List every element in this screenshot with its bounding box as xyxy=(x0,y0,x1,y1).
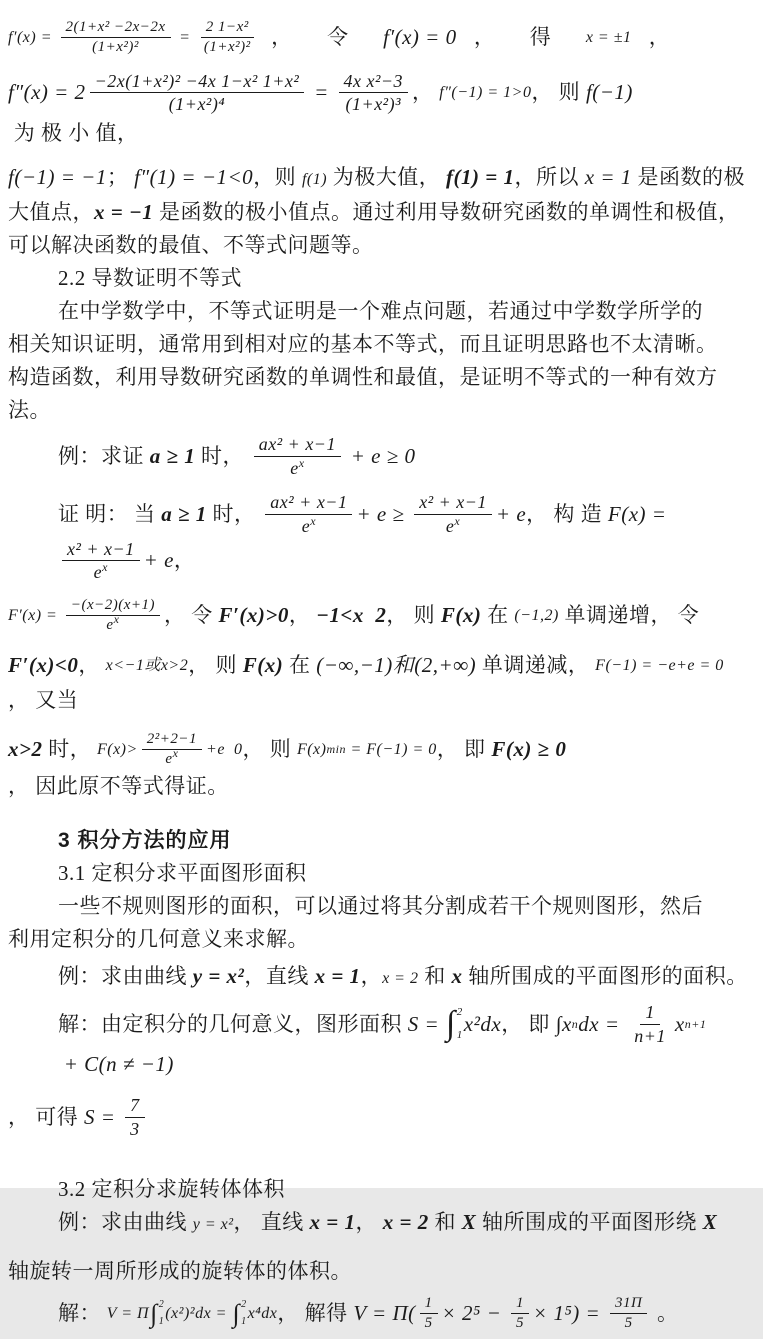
text-run: 是函数的极小值点。通过利用导数研究函数的单调性和极值， xyxy=(153,199,740,224)
formula-area-result xyxy=(8,1088,753,1146)
text-run: ， 即 xyxy=(436,736,492,761)
math-run: + C(n ≠ −1) xyxy=(58,1052,174,1077)
math-run: x = 1 xyxy=(314,964,361,988)
integral-limits xyxy=(159,1300,165,1327)
heading-3-2 xyxy=(8,1173,753,1206)
math-run: (1+x²)² xyxy=(203,39,251,56)
math-run: e xyxy=(445,515,455,536)
math-run: 5 xyxy=(624,1315,633,1331)
text-run: 时， xyxy=(206,501,262,526)
integral-glyph: ∫ xyxy=(445,1005,456,1043)
numerator xyxy=(201,19,254,38)
math-run: = xyxy=(174,29,195,47)
math-run: x xyxy=(674,1011,685,1036)
denominator xyxy=(341,93,406,115)
math-run: 7 xyxy=(130,1095,140,1116)
math-run: f″(1) = −1<0 xyxy=(134,164,254,189)
math-run: S = xyxy=(407,1011,445,1036)
math-run: x = 1 xyxy=(309,1209,356,1234)
text-run: ， xyxy=(412,80,440,105)
formula-volume-solution xyxy=(8,1288,753,1339)
math-run: (−1,2) xyxy=(514,607,559,625)
math-run: × 1⁵) = xyxy=(533,1301,606,1325)
denominator xyxy=(160,745,183,768)
text-volume-example-2 xyxy=(8,1255,753,1288)
text-run: 时， xyxy=(195,443,250,468)
numerator xyxy=(90,71,305,94)
math-run: x⁴dx xyxy=(247,1305,278,1322)
denominator xyxy=(629,1025,671,1047)
integral-limits xyxy=(241,1300,247,1327)
text-run: 为 极 小 值， xyxy=(8,120,139,145)
fraction xyxy=(62,539,140,583)
text-run: ， 得 xyxy=(456,25,586,50)
text-run: ， 因此原不等式得证。 xyxy=(8,774,229,798)
numerator xyxy=(62,539,140,562)
math-run: + e ≥ 0 xyxy=(344,443,416,468)
superscript: x xyxy=(298,455,305,470)
text-run: 一些不规则图形的面积，可以通过将其分割成若干个规则图形，然后 xyxy=(58,894,703,918)
integral-glyph: ∫ xyxy=(232,1298,241,1328)
math-run: f″(−1) = 1>0 xyxy=(439,84,532,102)
text-run: 相关知识证明，通常用到相对应的基本不等式，而且证明思路也不太清晰。 xyxy=(8,331,718,356)
superscript: x xyxy=(454,513,461,528)
math-run: e xyxy=(93,562,103,583)
math-run: 4x x²−3 xyxy=(343,70,404,91)
text-run: ， 则 xyxy=(242,736,297,761)
denominator xyxy=(420,1314,438,1332)
numerator xyxy=(254,434,341,457)
numerator xyxy=(339,71,409,94)
text-run: ， xyxy=(360,964,383,988)
formula-conclusion: x>2 时， F(x)> $\frac{\text{2²+2−1}}{e^x}$ +e 0 ， 则 F(x) min = F(−1) = 0 ， 即 F(x) ≥ 0 ， 因此原不等式得证。 xyxy=(8,724,753,811)
text-run: 。 xyxy=(651,1301,679,1325)
math-run: V = Π xyxy=(106,1305,150,1322)
math-run: X xyxy=(461,1209,477,1234)
math-run: 1 xyxy=(424,1294,433,1311)
heading-3-1 xyxy=(8,857,753,890)
math-run: F(x) = xyxy=(607,501,673,526)
integral-upper-limit: 2 xyxy=(241,1299,247,1310)
math-run: F′(x)>0 xyxy=(218,603,289,628)
math-run: x = −1 xyxy=(94,199,154,224)
math-run: × 2⁵ − xyxy=(441,1301,508,1325)
text-run: ， 则 xyxy=(531,80,586,105)
heading-3 xyxy=(8,824,753,857)
math-run: −1<x 2 xyxy=(316,603,387,628)
text-run: ， 则 xyxy=(386,603,441,628)
text-run: ， 又当 xyxy=(8,687,79,712)
text-run: 2.2 导数证明不等式 xyxy=(58,265,242,290)
text-run: 在中学数学中，不等式证明是一个难点问题，若通过中学数学所学的 xyxy=(58,298,703,323)
denominator xyxy=(297,515,321,537)
denominator xyxy=(101,612,124,634)
heading-2-2 xyxy=(8,262,753,295)
numerator xyxy=(414,492,492,515)
math-run: e xyxy=(165,750,173,767)
math-run: ax² + x−1 xyxy=(258,433,336,454)
text-run: 3 积分方法的应用 xyxy=(58,829,232,852)
text-run: ， 则 xyxy=(188,652,243,677)
fraction xyxy=(125,1095,145,1139)
integral-glyph: ∫ xyxy=(150,1298,158,1328)
text-run: 为极大值， xyxy=(327,164,447,189)
math-run: +e 0 xyxy=(206,740,243,758)
integral-lower-limit: 1 xyxy=(241,1316,247,1327)
text-run: 解：由定积分的几何意义，图形面积 xyxy=(58,1011,408,1036)
text-run: 法。 xyxy=(8,397,51,422)
fraction xyxy=(61,19,171,57)
fraction xyxy=(265,492,352,536)
math-run: 2 1−x² xyxy=(205,19,249,35)
math-run: (1+x²)² xyxy=(92,39,139,56)
math-run: y = x² xyxy=(192,1215,234,1233)
math-run: 3 xyxy=(130,1119,140,1140)
math-run: + e xyxy=(143,548,174,573)
integral-lower-limit: 1 xyxy=(456,1029,463,1042)
text-run: 单调递减， xyxy=(476,652,596,677)
fraction xyxy=(90,71,305,115)
text-inequality-3 xyxy=(8,361,753,394)
text-extremum-2 xyxy=(8,196,753,229)
math-run: a ≥ 1 xyxy=(161,501,207,526)
math-run: x² + x−1 xyxy=(419,492,487,513)
denominator xyxy=(441,515,465,537)
math-run: −(x−2)(x+1) xyxy=(70,597,155,613)
math-run: f(1) = 1 xyxy=(446,164,515,189)
math-run: x = 1 xyxy=(584,164,632,189)
math-run: x²dx xyxy=(463,1011,502,1036)
text-run: ， xyxy=(631,25,671,50)
text-run: 例：求由曲线 xyxy=(58,1209,193,1234)
math-run: x = ±1 xyxy=(585,29,632,47)
numerator xyxy=(125,1095,145,1118)
math-run: F(x) xyxy=(242,652,284,677)
text-run: ，所以 xyxy=(514,164,585,189)
math-run: f′(x) = xyxy=(8,29,57,47)
integral-upper-limit: 2 xyxy=(456,1006,463,1019)
fraction xyxy=(629,1002,671,1046)
math-run: x = 2 xyxy=(382,1209,429,1234)
superscript: x xyxy=(102,560,108,575)
text-run: 和 xyxy=(418,964,452,988)
text-area-2 xyxy=(8,923,753,956)
text-run: ， xyxy=(355,1209,383,1234)
math-run: = F(−1) = 0 xyxy=(345,740,437,758)
math-run: f″(x) = 2 xyxy=(8,80,86,105)
math-run: e xyxy=(106,617,114,634)
fraction xyxy=(66,597,160,635)
math-run: ∫x xyxy=(555,1011,572,1036)
math-run: f(−1) xyxy=(585,80,633,105)
integral-sign xyxy=(150,1300,164,1327)
text-run: 可以解决函数的最值、不等式问题等。 xyxy=(8,232,374,257)
math-run: = xyxy=(308,80,335,105)
text-run: 轴旋转一周所形成的旋转体的体积。 xyxy=(8,1258,352,1283)
integral-sign xyxy=(446,1007,463,1041)
integral-limits xyxy=(457,1007,463,1041)
integral-sign xyxy=(232,1300,246,1327)
math-run: ax² + x−1 xyxy=(270,492,348,513)
math-run: 5 xyxy=(516,1315,525,1331)
math-run: 2²+2−1 xyxy=(146,730,198,747)
math-run: F′(x) = xyxy=(8,607,62,625)
math-run: + e ≥ xyxy=(356,501,411,526)
math-run: (−∞,−1)和(2,+∞) xyxy=(316,652,477,677)
math-run: S = xyxy=(84,1105,122,1130)
fraction xyxy=(142,731,202,769)
text-run: ， xyxy=(173,548,196,573)
superscript: x xyxy=(113,612,120,627)
math-run: (x²)²dx = xyxy=(165,1305,232,1322)
integral-upper-limit: 2 xyxy=(158,1299,165,1310)
text-run: 利用定积分的几何意义来求解。 xyxy=(8,927,309,951)
math-run: x² + x−1 xyxy=(67,538,135,559)
denominator xyxy=(620,1314,638,1332)
denominator xyxy=(199,38,256,56)
text-run: 例：求证 xyxy=(58,443,150,468)
text-run: 轴所围成的平面图形绕 xyxy=(476,1209,703,1234)
fraction xyxy=(511,1295,529,1333)
math-run: f′(x) = 0 xyxy=(383,25,457,50)
fraction xyxy=(254,434,341,478)
text-extremum-1 xyxy=(8,161,753,196)
denominator xyxy=(87,38,144,56)
text-run: ， 直线 xyxy=(233,1209,310,1234)
formula-F-prime-positive xyxy=(8,590,753,642)
math-run: x = 2 xyxy=(382,970,419,987)
text-run: 在 xyxy=(283,652,317,677)
formula-second-derivative xyxy=(8,64,753,157)
text-run: 解： xyxy=(58,1301,107,1325)
denominator xyxy=(285,457,309,479)
numerator xyxy=(61,19,171,38)
math-run: F(x) xyxy=(296,740,327,758)
math-run: + e xyxy=(495,501,527,526)
formula-example-claim xyxy=(8,427,753,485)
math-run: y = x² xyxy=(192,964,245,988)
text-run: 例：求由曲线 xyxy=(58,964,193,988)
text-run: 是函数的极 xyxy=(631,164,745,189)
math-run: a ≥ 1 xyxy=(149,443,196,468)
math-run: x<−1或x>2 xyxy=(105,656,189,674)
math-run: (1+x²)³ xyxy=(345,94,401,115)
fraction xyxy=(420,1295,438,1333)
numerator xyxy=(265,492,352,515)
denominator xyxy=(89,561,113,583)
formula-proof-start xyxy=(8,485,753,590)
text-run: ， 可得 xyxy=(8,1105,84,1130)
math-run: −2x(1+x²)² −4x 1−x² 1+x² xyxy=(94,70,300,91)
math-run: e xyxy=(301,515,311,536)
text-run: 在 xyxy=(481,603,515,628)
denominator xyxy=(125,1118,145,1140)
math-run: 31Π xyxy=(614,1294,643,1311)
formula-F-prime-negative xyxy=(8,642,753,724)
text-run: 轴所围成的平面图形的面积。 xyxy=(462,964,748,988)
fraction xyxy=(339,71,409,115)
superscript: x xyxy=(172,745,179,760)
math-run: F(−1) = −e+e = 0 xyxy=(595,656,724,674)
text-inequality-2 xyxy=(8,328,753,361)
math-run: 2(1+x² −2x−2x xyxy=(65,19,166,35)
text-run: ，则 xyxy=(253,164,302,189)
text-run: ， xyxy=(78,652,106,677)
numerator xyxy=(640,1002,660,1025)
math-run: n+1 xyxy=(634,1025,666,1046)
text-run: ， 令 xyxy=(164,603,219,628)
math-run: F′(x)<0 xyxy=(8,652,79,677)
formula-first-derivative xyxy=(8,12,753,64)
text-volume-example xyxy=(8,1206,753,1241)
math-run: x xyxy=(451,964,463,988)
math-run: 5 xyxy=(424,1315,433,1331)
text-run: 时， xyxy=(42,736,97,761)
numerator xyxy=(511,1295,529,1314)
text-inequality-4 xyxy=(8,394,753,427)
numerator xyxy=(420,1295,438,1314)
text-inequality-1 xyxy=(8,295,753,328)
text-area-example xyxy=(8,960,753,995)
math-run: F(x)> xyxy=(96,740,138,758)
text-run: 3.1 定积分求平面图形面积 xyxy=(58,861,307,885)
math-run: (1+x²)⁴ xyxy=(168,94,226,115)
text-area-1 xyxy=(8,890,753,923)
math-run: e xyxy=(290,457,299,478)
math-run: f(1) xyxy=(301,170,328,188)
math-run: dx = xyxy=(578,1011,626,1036)
text-extremum-3 xyxy=(8,229,753,262)
text-run: 大值点， xyxy=(8,199,94,224)
denominator xyxy=(164,93,230,115)
math-run: 1 xyxy=(645,1002,655,1022)
text-run: ， 即 xyxy=(501,1011,556,1036)
fraction xyxy=(199,19,256,57)
text-run: ， 令 xyxy=(259,25,384,50)
formula-area-solution: 解：由定积分的几何意义，图形面积 S = ∫ 2 1 x²dx ， 即 ∫x n dx = $\frac{1}{n+1}$ x n+1 + C(n ≠ −1) xyxy=(8,995,753,1088)
text-run: 3.2 定积分求旋转体体积 xyxy=(58,1176,285,1201)
math-run: V = Π( xyxy=(353,1301,416,1325)
math-run: x>2 xyxy=(8,736,43,761)
math-run: 1 xyxy=(516,1294,525,1311)
math-run: F(x) ≥ 0 xyxy=(491,736,567,761)
text-run: ， 解得 xyxy=(277,1301,354,1325)
numerator xyxy=(610,1295,647,1314)
text-run: ； xyxy=(106,164,135,189)
math-run: X xyxy=(702,1209,718,1234)
text-run: 构造函数，利用导数研究函数的单调性和最值，是证明不等式的一种有效方 xyxy=(8,364,718,389)
text-run: 证 明： 当 xyxy=(58,501,162,526)
text-run: ， 构 造 xyxy=(526,501,608,526)
denominator xyxy=(511,1314,529,1332)
text-run: 和 xyxy=(428,1209,462,1234)
text-run: ，直线 xyxy=(244,964,315,988)
integral-lower-limit: 1 xyxy=(158,1316,165,1327)
fraction xyxy=(610,1295,647,1333)
superscript: x xyxy=(310,513,317,528)
text-run: ， xyxy=(288,603,317,628)
text-run: 单调递增， 令 xyxy=(558,603,700,628)
fraction xyxy=(414,492,492,536)
math-run: f(−1) = −1 xyxy=(8,164,107,189)
math-run: F(x) xyxy=(440,603,482,628)
